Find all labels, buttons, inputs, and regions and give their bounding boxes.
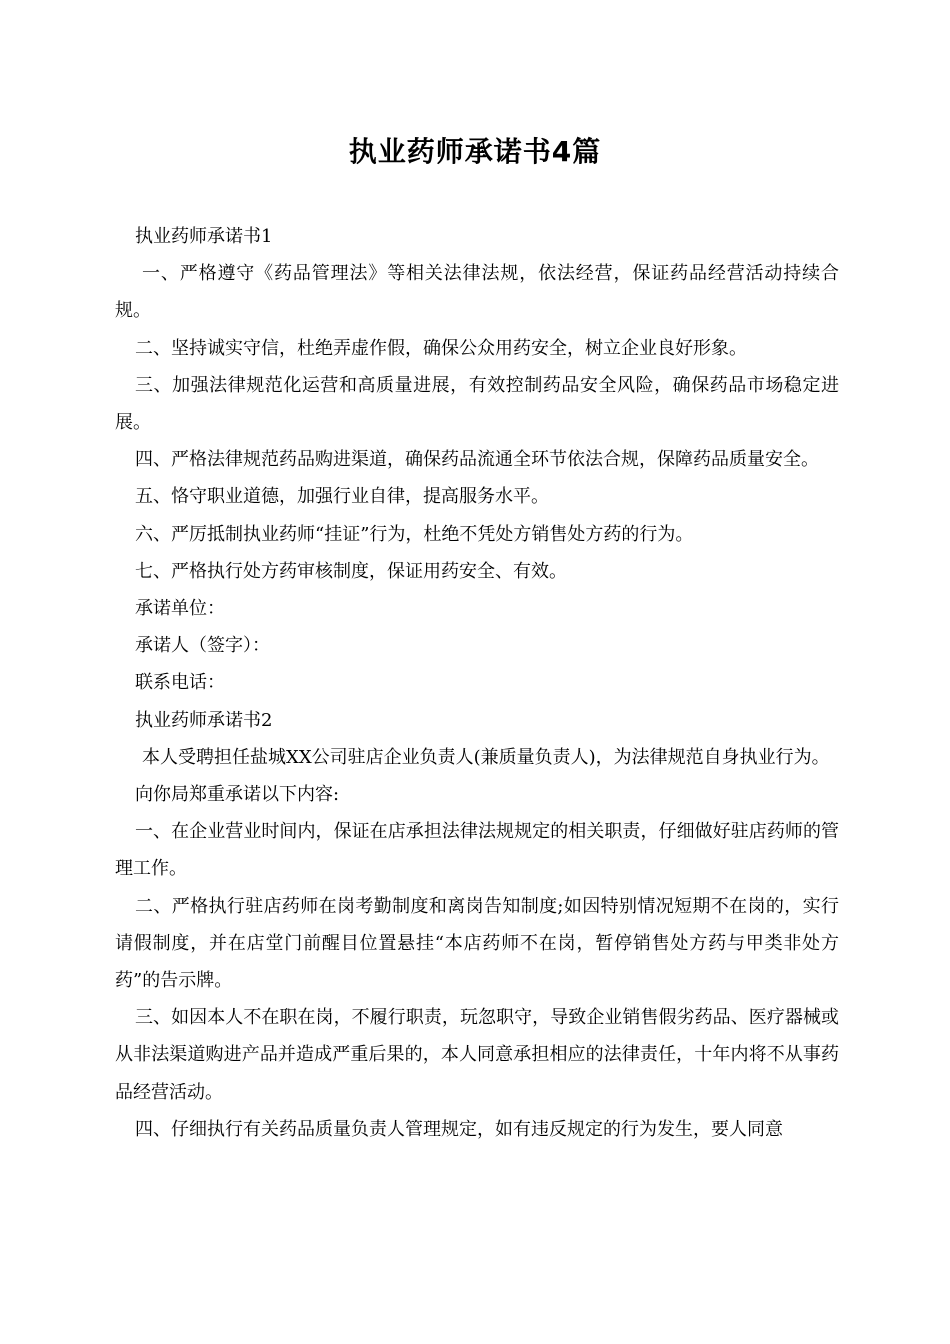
paragraph: 六、严厉抵制执业药师“挂证”行为，杜绝不凭处方销售处方药的行为。 <box>135 523 694 545</box>
paragraph: 向你局郑重承诺以下内容: <box>135 784 340 806</box>
section-heading: 执业药师承诺书1 <box>135 226 273 247</box>
paragraph: 一、严格遵守《药品管理法》等相关法律法规，依法经营，保证药品经营活动持续合规。 <box>115 263 839 322</box>
signature-line-person: 承诺人（签字）： <box>135 635 270 657</box>
document-body <box>115 218 839 1148</box>
paragraph: 三、加强法律规范化运营和高质量进展，有效控制药品安全风险，确保药品市场稳定进展。 <box>115 374 839 434</box>
paragraph: 二、严格执行驻店药师在岗考勤制度和离岗告知制度;如因特别情况短期不在岗的，实行请假制度，并在店堂门前醒目位置悬挂“本店药师不在岗，暂停销售处方药与甲类非处方药”的告示牌。 <box>115 895 839 992</box>
paragraph: 七、严格执行处方药审核制度，保证用药安全、有效。 <box>135 560 567 582</box>
section-heading: 执业药师承诺书2 <box>135 709 273 731</box>
signature-line-unit: 承诺单位： <box>135 598 225 620</box>
paragraph: 本人受聘担任盐城XX公司驻店企业负责人(兼质量负责人)，为法律规范自身执业行为。 <box>142 746 830 768</box>
paragraph: 二、坚持诚实守信，杜绝弄虚作假，确保公众用药安全，树立企业良好形象。 <box>135 337 747 359</box>
signature-line-phone: 联系电话： <box>135 672 225 694</box>
paragraph: 一、在企业营业时间内，保证在店承担法律法规规定的相关职责，仔细做好驻店药师的管理工作。 <box>115 821 839 880</box>
paragraph: 四、严格法律规范药品购进渠道，确保药品流通全环节依法合规，保障药品质量安全。 <box>135 449 819 471</box>
paragraph: 四、仔细执行有关药品质量负责人管理规定，如有违反规定的行为发生，要人同意 <box>135 1118 783 1140</box>
paragraph: 三、如因本人不在职在岗，不履行职责，玩忽职守，导致企业销售假劣药品、医疗器械或从非法渠道购进产品并造成严重后果的，本人同意承担相应的法律责任，十年内将不从事药品经营活动。 <box>115 1007 839 1103</box>
document-title: 执业药师承诺书4篇 <box>348 135 602 168</box>
paragraph: 五、恪守职业道德，加强行业自律，提高服务水平。 <box>135 486 549 508</box>
